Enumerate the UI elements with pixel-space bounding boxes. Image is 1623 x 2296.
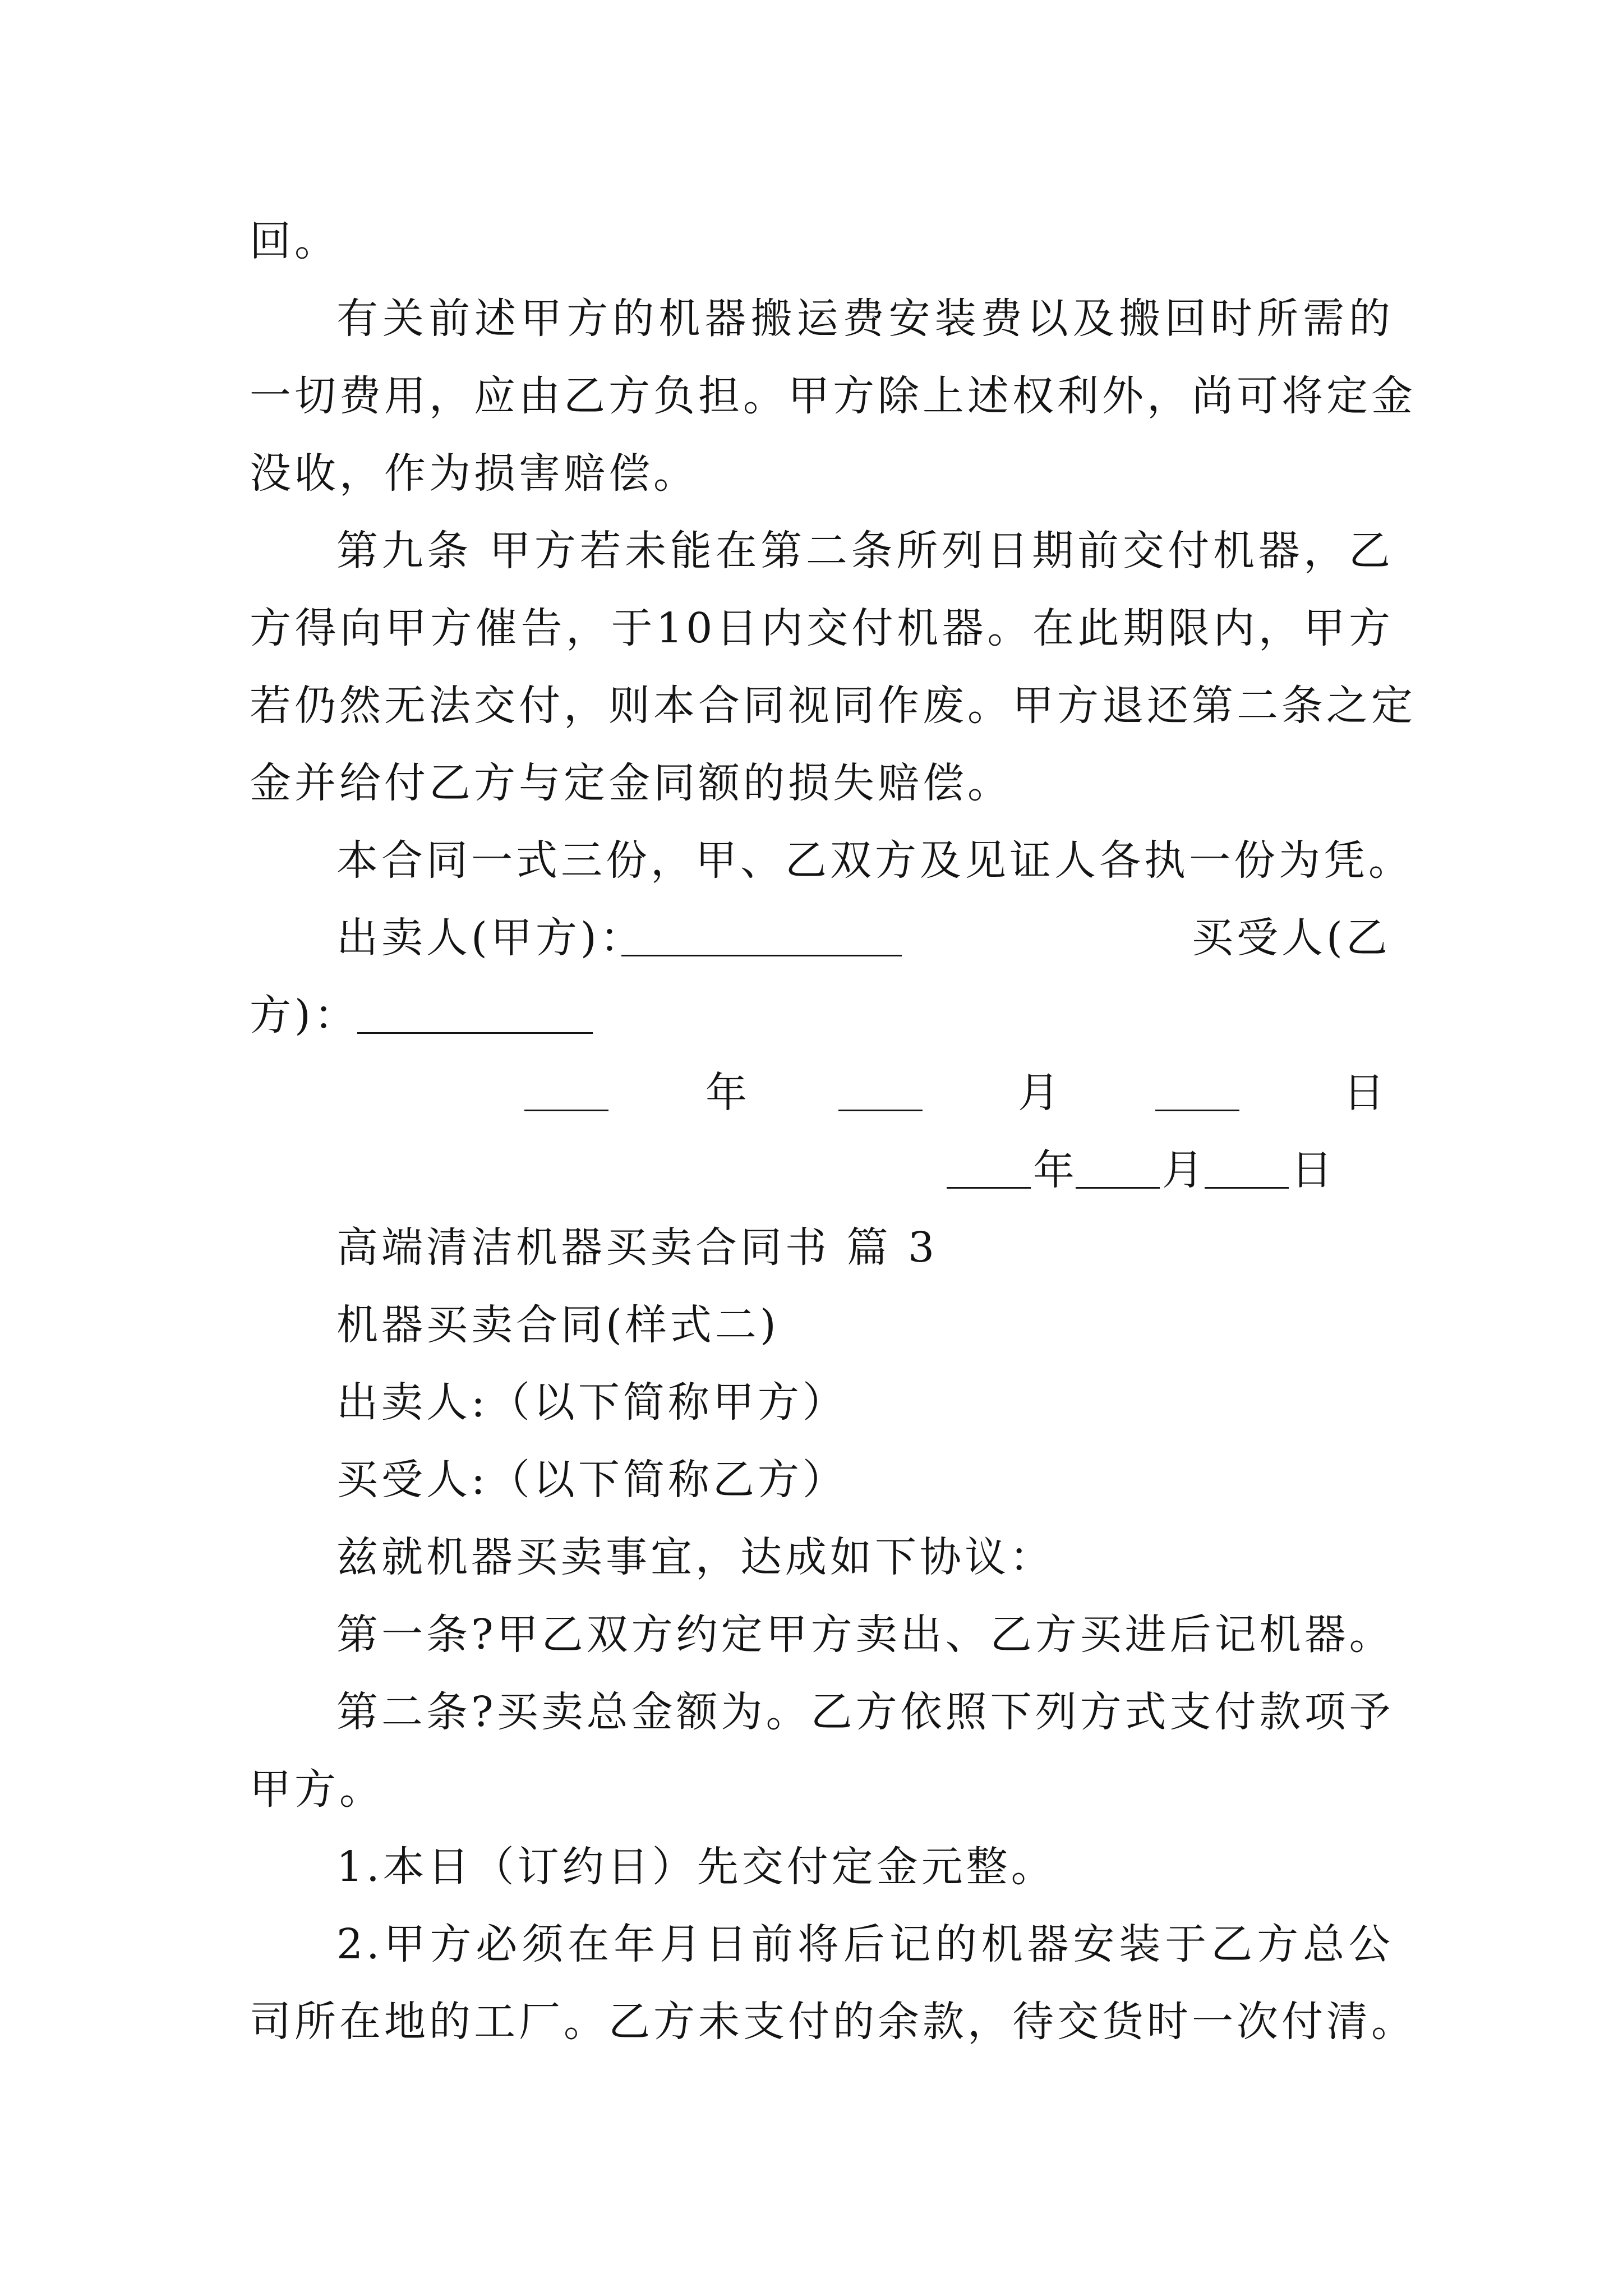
paragraph-line: 有关前述甲方的机器搬运费安装费以及搬回时所需的 — [336, 295, 1394, 343]
month-label: 月 — [1018, 1069, 1059, 1117]
paragraph-line: 司所在地的工厂。乙方未支付的余款，待交货时一次付清。 — [250, 1998, 1416, 2046]
paragraph-line: 回。 — [250, 217, 339, 265]
year-blank — [947, 1187, 1031, 1189]
buyer-label-continued: 方)： — [250, 991, 359, 1039]
buyer-definition: 买受人:（以下简称乙方） — [336, 1456, 847, 1504]
paragraph-line: 一切费用，应由乙方负担。甲方除上述权利外，尚可将定金 — [250, 372, 1416, 420]
paragraph-line: 若仍然无法交付，则本合同视同作废。甲方退还第二条之定 — [250, 682, 1416, 730]
article-one: 第一条?甲乙双方约定甲方卖出、乙方买进后记机器。 — [336, 1611, 1394, 1659]
year-blank — [524, 1110, 608, 1111]
seller-signature-blank — [621, 955, 902, 956]
paragraph-line: 金并给付乙方与定金同额的损失赔偿。 — [250, 759, 1012, 807]
article-two: 第二条?买卖总金额为。乙方依照下列方式支付款项予 — [336, 1688, 1394, 1736]
buyer-signature-blank — [357, 1032, 593, 1034]
month-blank — [1076, 1187, 1160, 1189]
paragraph-line: 甲方。 — [250, 1765, 384, 1814]
seller-definition: 出卖人:（以下简称甲方） — [336, 1378, 847, 1427]
year-label: 年 — [706, 1069, 747, 1117]
paragraph-line: 方得向甲方催告，于10日内交付机器。在此期限内，甲方 — [250, 604, 1394, 652]
month-label: 月 — [1162, 1146, 1204, 1194]
contract-title: 机器买卖合同(样式二) — [336, 1301, 780, 1349]
copies-clause: 本合同一式三份，甲、乙双方及见证人各执一份为凭。 — [336, 836, 1413, 885]
preamble: 兹就机器买卖事宜，达成如下协议： — [336, 1533, 1054, 1581]
payment-item-1: 1.本日（订约日）先交付定金元整。 — [336, 1843, 1056, 1891]
article-nine-line: 第九条 甲方若未能在第二条所列日期前交付机器，乙 — [336, 527, 1394, 575]
day-blank — [1155, 1110, 1239, 1111]
day-label: 日 — [1291, 1146, 1332, 1194]
paragraph-line: 没收，作为损害赔偿。 — [250, 449, 698, 498]
payment-item-2: 2.甲方必须在年月日前将后记的机器安装于乙方总公 — [336, 1920, 1394, 1968]
buyer-label: 买受人(乙 — [1192, 914, 1391, 962]
month-blank — [838, 1110, 923, 1111]
section-heading: 高端清洁机器买卖合同书 篇 3 — [336, 1223, 938, 1272]
day-blank — [1205, 1187, 1289, 1189]
seller-label: 出卖人(甲方)： — [336, 914, 645, 962]
year-label: 年 — [1033, 1146, 1075, 1194]
day-label: 日 — [1343, 1069, 1385, 1117]
